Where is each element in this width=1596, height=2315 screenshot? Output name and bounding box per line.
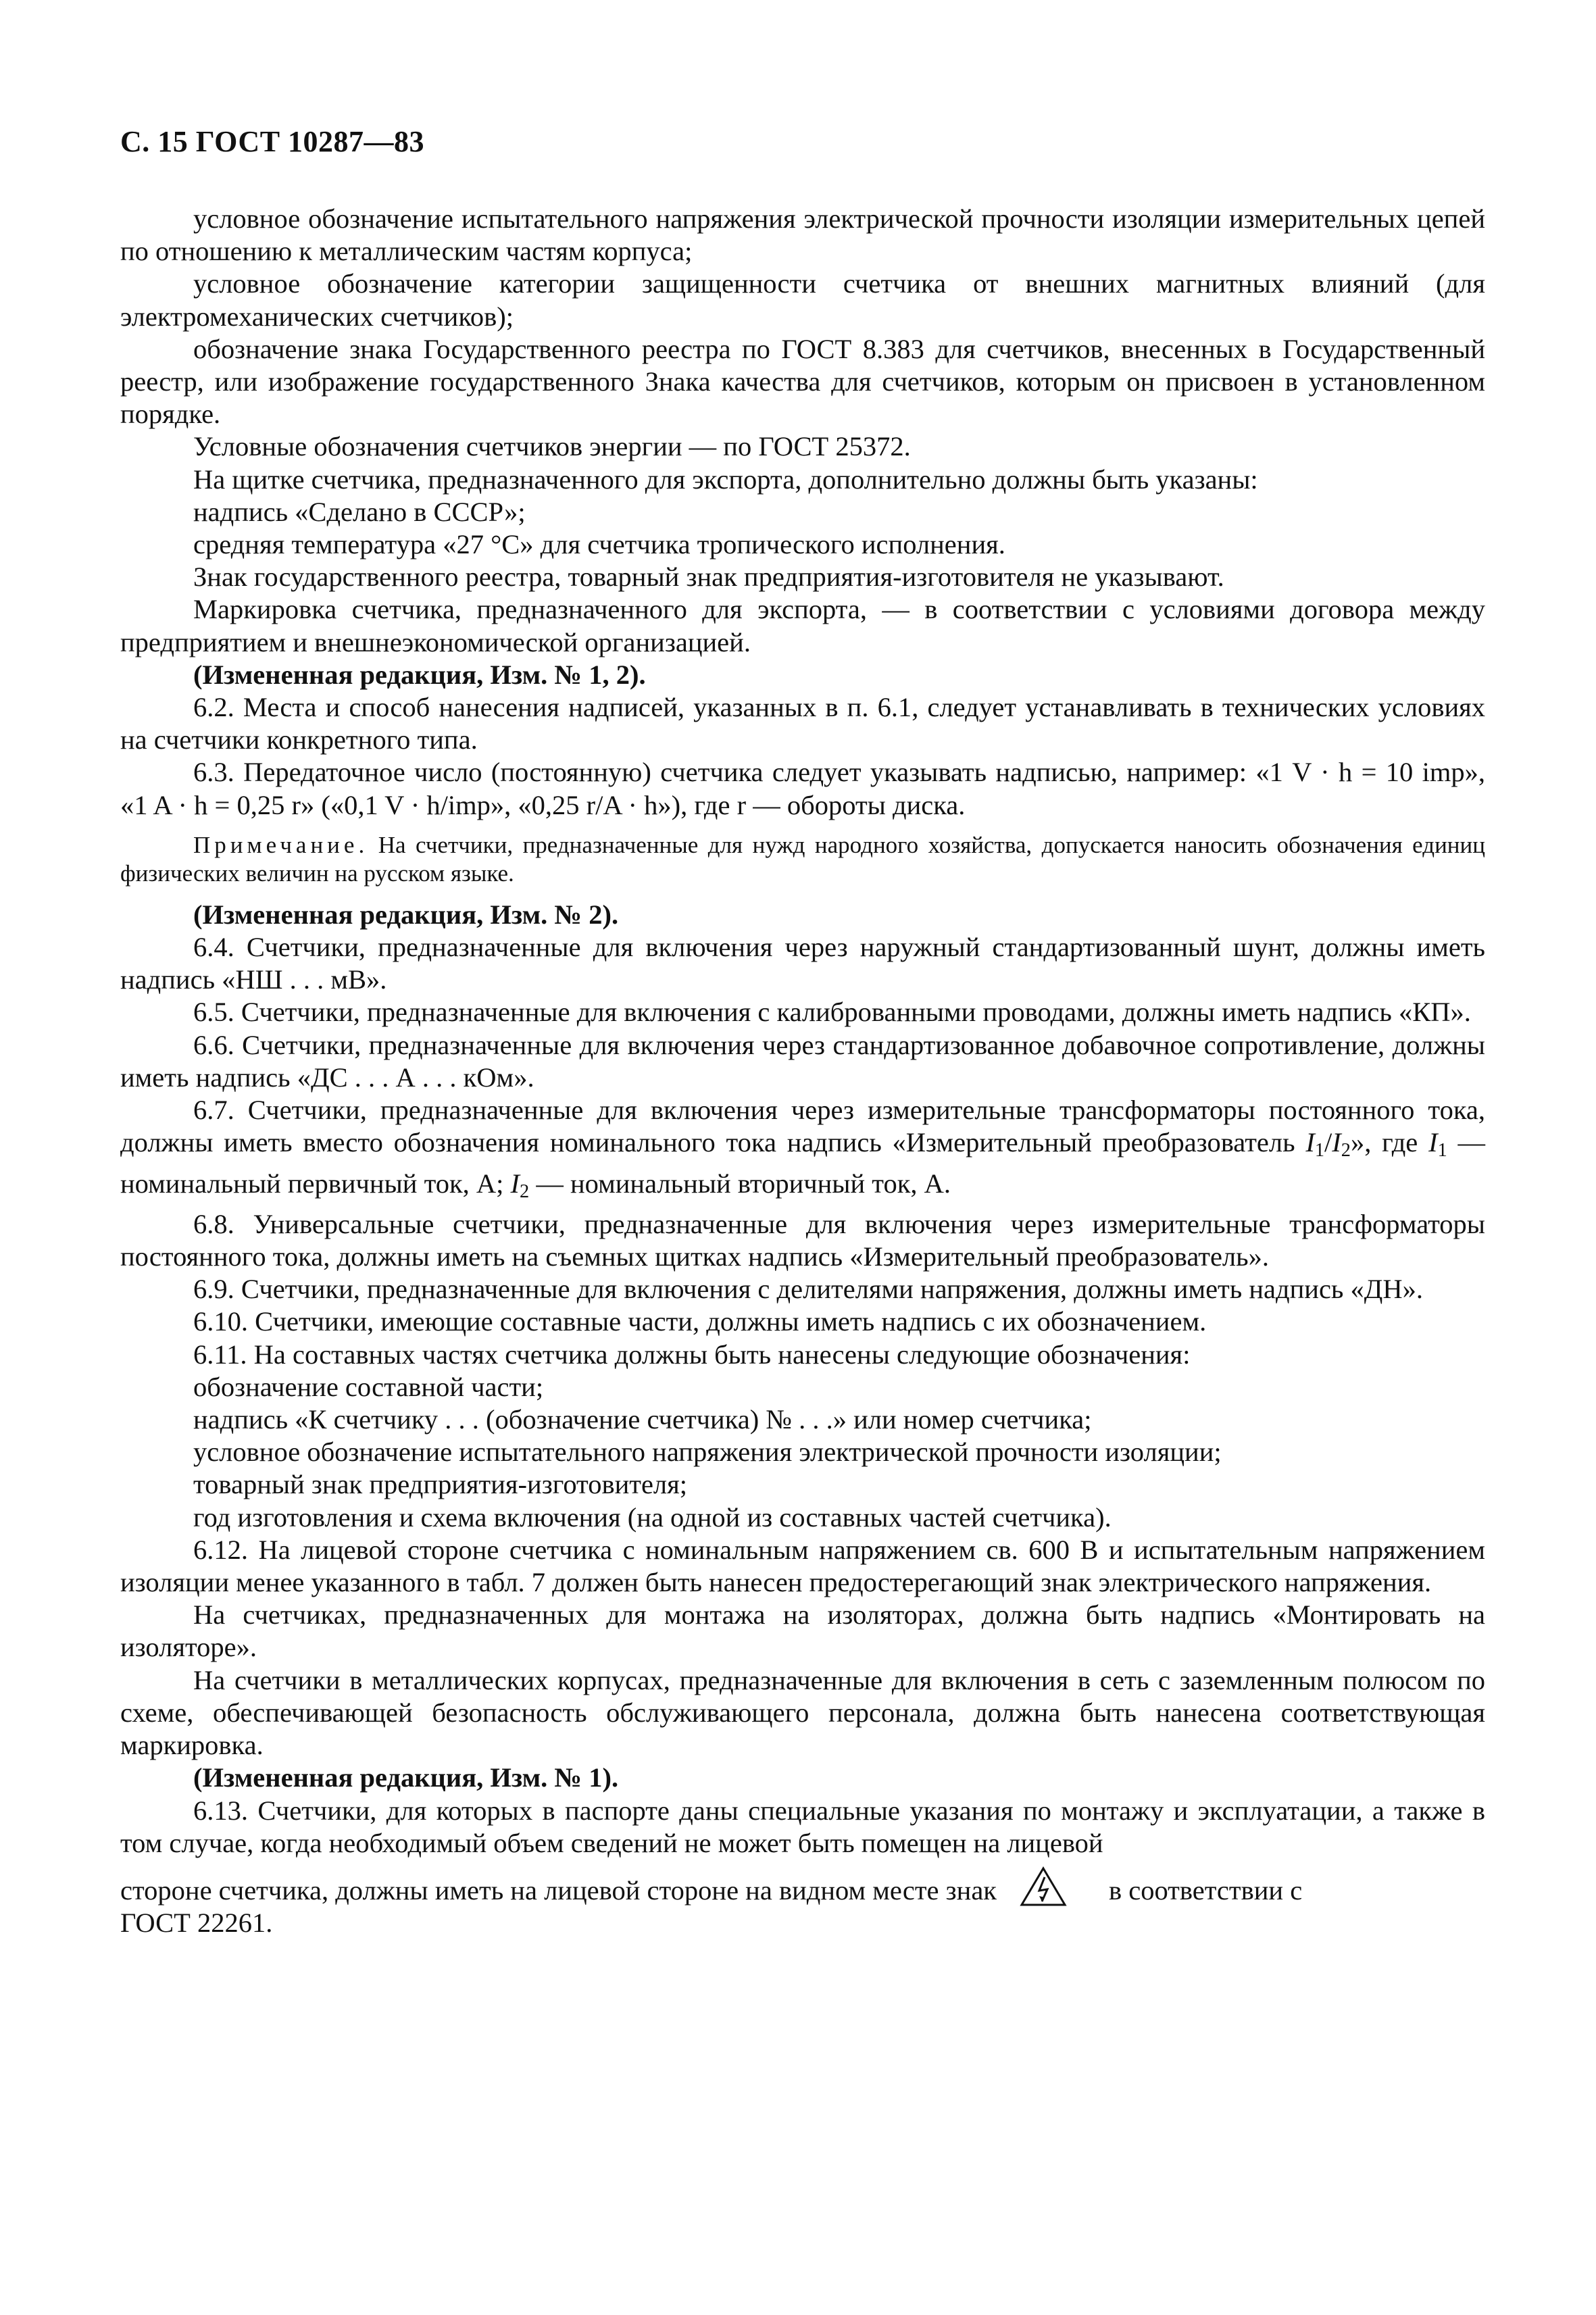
document-body (120, 203, 1485, 1939)
section-6-8: 6.8. Универсальные счетчики, предназначенные для включения через измерительные трансформаторы постоянного тока, должны иметь на съемных щитках надпись «Измерительный преобразователь». (120, 1208, 1485, 1272)
section-6-4: 6.4. Счетчики, предназначенные для включения через наружный стандартизованный шунт, должны иметь надпись «НШ . . . мВ». (120, 932, 1485, 995)
paragraph: На счетчиках, предназначенных для монтажа на изоляторах, должна быть надпись «Монтировать на изоляторе». (120, 1599, 1485, 1663)
paragraph: Маркировка счетчика, предназначенного для экспорта, — в соответствии с условиями договора между предприятием и внешнеэкономической организацией. (120, 594, 1485, 657)
standard-reference: ГОСТ 22261. (120, 1907, 273, 1938)
amendment-note: (Измененная редакция, Изм. № 1, 2). (193, 659, 646, 690)
paragraph: условное обозначение испытательного напряжения электрической прочности изоляции измерительных цепей по отношению к металлическим частям корпуса; (120, 203, 1485, 267)
section-6-12: 6.12. На лицевой стороне счетчика с номинальным напряжением св. 600 В и испытательным напряжением изоляции менее указанного в табл. 7 должен быть нанесен предостерегающий знак электрического напряжения. (120, 1534, 1485, 1598)
section-6-7 (120, 1094, 1485, 1208)
text-run: 6.7. Счетчики, предназначенные для включения через измерительные трансформаторы постоянного тока, должны иметь вместо обозначения номинального тока надпись «Измерительный преобразователь (120, 1095, 1485, 1158)
section-6-6: 6.6. Счетчики, предназначенные для включения через стандартизованное добавочное сопротивление, должны иметь надпись «ДС . . . А . . . кОм». (120, 1029, 1485, 1093)
paragraph: средняя температура «27 °С» для счетчика тропического исполнения. (193, 529, 1005, 560)
list-item: условное обозначение испытательного напряжения электрической прочности изоляции; (193, 1437, 1222, 1468)
list-item: год изготовления и схема включения (на одной из составных частей счетчика). (193, 1501, 1112, 1533)
subscript: 1 (1314, 1140, 1325, 1162)
section-6-9: 6.9. Счетчики, предназначенные для включения с делителями напряжения, должны иметь надпись «ДН». (193, 1274, 1424, 1305)
amendment-note: (Измененная редакция, Изм. № 1). (193, 1762, 619, 1793)
paragraph: надпись «Сделано в СССР»; (193, 496, 526, 527)
text-run: », где (1350, 1127, 1429, 1158)
text-run: — номинальный первичный ток, А; (120, 1127, 1486, 1199)
note (120, 831, 1485, 888)
paragraph: обозначение знака Государственного реестра по ГОСТ 8.383 для счетчиков, внесенных в Государственный реестр, или изображение государственного Знака качества для счетчиков, которым он присвоен в установленном порядке. (120, 333, 1485, 430)
list-item: надпись «К счетчику . . . (обозначение счетчика) № . . .» или номер счетчика; (193, 1404, 1092, 1435)
subscript: 2 (1341, 1140, 1351, 1162)
subscript: 1 (1437, 1140, 1447, 1162)
current-symbol: I (510, 1168, 520, 1199)
warning-triangle-icon (1020, 1866, 1067, 1907)
current-symbol: I (1428, 1127, 1438, 1158)
section-6-10: 6.10. Счетчики, имеющие составные части, должны иметь надпись с их обозначением. (193, 1306, 1207, 1337)
amendment-note: (Измененная редакция, Изм. № 2). (193, 899, 619, 930)
section-6-3: 6.3. Передаточное число (постоянную) счетчика следует указывать надписью, например: «1 V · h = 10 imp», «1 A · h = 0,25 r» («0,1 V · h/imp», «0,25 r/A · h»), где r — обороты диска. (120, 757, 1485, 820)
section-6-5: 6.5. Счетчики, предназначенные для включения с калиброванными проводами, должны иметь надпись «КП». (193, 997, 1471, 1028)
note-text: На счетчики, предназначенные для нужд народного хозяйства, допускается наносить обозначения единиц физических величин на русском языке. (120, 831, 1485, 887)
paragraph: На щитке счетчика, предназначенного для экспорта, дополнительно должны быть указаны: (193, 464, 1258, 495)
slash: / (1324, 1127, 1332, 1158)
current-symbol: I (1305, 1127, 1315, 1158)
text-run: стороне счетчика, должны иметь на лицевой стороне на видном месте знак (120, 1874, 997, 1906)
warning-sign-line (120, 1866, 1485, 1907)
section-6-11: 6.11. На составных частях счетчика должны быть нанесены следующие обозначения: (193, 1339, 1191, 1370)
section-6-2: 6.2. Места и способ нанесения надписей, указанных в п. 6.1, следует устанавливать в технических условиях на счетчики конкретного типа. (120, 692, 1485, 755)
section-6-13: 6.13. Счетчики, для которых в паспорте даны специальные указания по монтажу и эксплуатации, а также в том случае, когда необходимый объем сведений не может быть помещен на лицевой (120, 1795, 1485, 1858)
paragraph: На счетчики в металлических корпусах, предназначенные для включения в сеть с заземленным полюсом по схеме, обеспечивающей безопасность обслуживающего персонала, должна быть нанесена соответствующая маркировка. (120, 1664, 1485, 1761)
current-symbol: I (1332, 1127, 1341, 1158)
paragraph: Условные обозначения счетчиков энергии — по ГОСТ 25372. (193, 431, 911, 462)
note-label: Примечание. (193, 831, 369, 858)
list-item: товарный знак предприятия-изготовителя; (193, 1469, 688, 1500)
text-run: в соответствии с (1108, 1874, 1303, 1906)
paragraph: Знак государственного реестра, товарный знак предприятия-изготовителя не указывают. (193, 562, 1224, 593)
paragraph: условное обозначение категории защищенности счетчика от внешних магнитных влияний (для электромеханических счетчиков); (120, 268, 1485, 332)
subscript: 2 (520, 1180, 530, 1202)
list-item: обозначение составной части; (193, 1371, 544, 1402)
page-header: С. 15 ГОСТ 10287—83 (120, 125, 425, 158)
text-run: — номинальный вторичный ток, А. (529, 1168, 951, 1199)
